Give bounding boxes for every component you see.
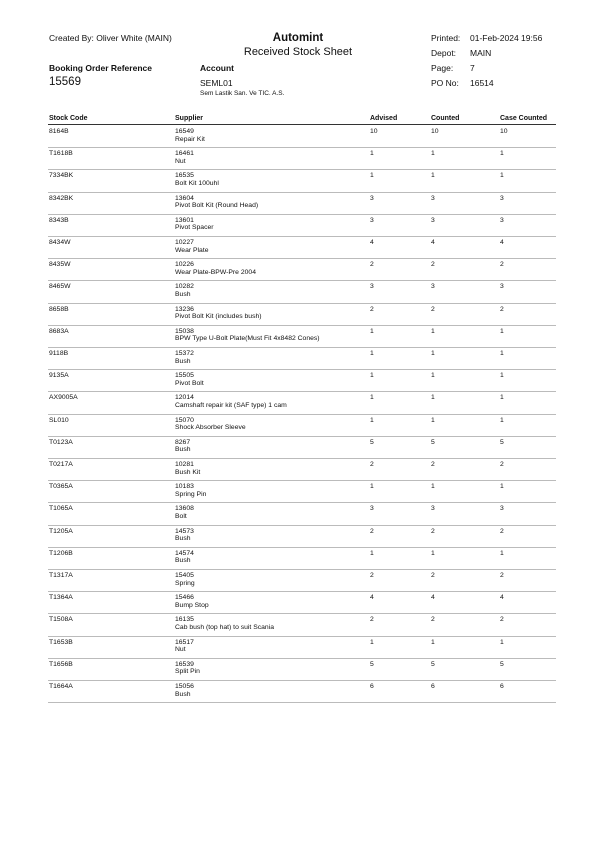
counted-cell: 1 [431, 372, 435, 380]
case-counted-cell: 5 [500, 438, 504, 446]
table-row [48, 415, 556, 437]
stock-code-cell: 8683A [49, 327, 69, 335]
stock-code-cell: 8164B [49, 128, 69, 135]
counted-cell: 1 [431, 394, 435, 402]
advised-cell: 5 [370, 438, 374, 446]
stock-code-cell: T0123A [49, 438, 73, 446]
page-label: Page: [431, 63, 454, 73]
supplier-code-cell: 10226 [175, 261, 194, 269]
description-cell: Bush [175, 690, 191, 698]
case-counted-cell: 1 [500, 483, 504, 491]
case-counted-cell: 1 [500, 372, 504, 380]
supplier-code-cell: 15405 [175, 572, 194, 579]
depot-label: Depot: [431, 48, 457, 58]
description-cell: Bump Stop [175, 601, 209, 609]
counted-cell: 10 [431, 128, 439, 135]
description-cell: Bush [175, 557, 191, 565]
advised-cell: 2 [370, 572, 374, 579]
advised-cell: 2 [370, 616, 374, 624]
supplier-code-cell: 16517 [175, 638, 194, 646]
case-counted-cell: 3 [500, 283, 504, 291]
table-row [48, 126, 556, 148]
advised-cell: 2 [370, 261, 374, 269]
case-counted-cell: 3 [500, 216, 504, 224]
stock-code-cell: T0365A [49, 483, 73, 491]
advised-cell: 2 [370, 461, 374, 468]
counted-cell: 5 [431, 660, 435, 668]
advised-cell: 1 [370, 638, 374, 646]
case-counted-cell: 1 [500, 549, 504, 557]
advised-cell: 1 [370, 394, 374, 402]
table-row [48, 370, 556, 392]
case-counted-cell: 2 [500, 572, 504, 579]
description-cell: Nut [175, 157, 186, 165]
col-advised: Advised [370, 115, 398, 122]
case-counted-cell: 1 [500, 416, 504, 424]
counted-cell: 1 [431, 549, 435, 557]
description-cell: Wear Plate [175, 246, 209, 254]
counted-cell: 1 [431, 327, 435, 335]
stock-code-cell: 9118B [49, 350, 69, 357]
supplier-code-cell: 8267 [175, 438, 191, 446]
counted-cell: 3 [431, 283, 435, 291]
description-cell: Bush [175, 357, 191, 365]
table-row [48, 215, 556, 237]
description-cell: Pivot Bolt Kit (includes bush) [175, 313, 262, 321]
stock-code-cell: SL010 [49, 416, 69, 424]
table-row [48, 148, 556, 170]
supplier-code-cell: 14574 [175, 549, 194, 557]
case-counted-cell: 4 [500, 239, 504, 246]
case-counted-cell: 5 [500, 660, 504, 668]
advised-cell: 1 [370, 327, 374, 335]
counted-cell: 6 [431, 683, 435, 690]
table-row [48, 348, 556, 370]
document-title: Received Stock Sheet [243, 46, 353, 58]
advised-cell: 6 [370, 683, 374, 690]
supplier-code-cell: 15038 [175, 327, 194, 335]
supplier-code-cell: 13604 [175, 194, 194, 202]
advised-cell: 2 [370, 527, 374, 535]
advised-cell: 1 [370, 416, 374, 424]
advised-cell: 1 [370, 172, 374, 180]
stock-code-cell: 8434W [49, 239, 71, 246]
case-counted-cell: 1 [500, 327, 504, 335]
table-row [48, 437, 556, 459]
case-counted-cell: 1 [500, 150, 504, 158]
booking-ref-value: 15569 [49, 76, 81, 88]
po-label: PO No: [431, 78, 459, 88]
description-cell: Bush [175, 290, 191, 298]
stock-code-cell: T1653B [49, 638, 73, 646]
case-counted-cell: 2 [500, 261, 504, 269]
depot-value: MAIN [470, 48, 492, 58]
table-row [48, 392, 556, 414]
case-counted-cell: 10 [500, 128, 508, 135]
advised-cell: 1 [370, 549, 374, 557]
supplier-code-cell: 10282 [175, 283, 194, 291]
counted-cell: 1 [431, 150, 435, 158]
counted-cell: 2 [431, 572, 435, 579]
counted-cell: 4 [431, 239, 435, 246]
po-number: 16514 [470, 78, 494, 88]
table-row [48, 481, 556, 503]
stock-code-cell: T1656B [49, 660, 73, 668]
stock-code-cell: T1508A [49, 616, 73, 624]
stock-code-cell: 8465W [49, 283, 71, 291]
supplier-code-cell: 15466 [175, 594, 194, 602]
table-row [48, 281, 556, 303]
description-cell: Camshaft repair kit (SAF type) 1 cam [175, 401, 287, 409]
stock-code-cell: T1206B [49, 549, 73, 557]
description-cell: Wear Plate-BPW-Pre 2004 [175, 268, 256, 276]
supplier-code-cell: 15372 [175, 350, 194, 357]
description-cell: BPW Type U-Bolt Plate(Must Fit 4x8482 Cones) [175, 335, 320, 343]
counted-cell: 3 [431, 505, 435, 513]
supplier-code-cell: 15056 [175, 683, 194, 690]
case-counted-cell: 3 [500, 505, 504, 513]
table-row [48, 170, 556, 192]
advised-cell: 3 [370, 216, 374, 224]
case-counted-cell: 3 [500, 194, 504, 202]
supplier-code-cell: 16539 [175, 660, 194, 668]
table-row [48, 326, 556, 348]
advised-cell: 3 [370, 505, 374, 513]
advised-cell: 4 [370, 594, 374, 602]
stock-code-cell: 8343B [49, 216, 69, 224]
stock-code-cell: T0217A [49, 461, 73, 468]
supplier-code-cell: 10183 [175, 483, 194, 491]
description-cell: Spring Pin [175, 490, 207, 498]
table-row [48, 459, 556, 481]
stock-code-cell: 8435W [49, 261, 71, 269]
stock-code-cell: T1618B [49, 150, 73, 158]
stock-code-cell: 8658B [49, 305, 69, 313]
account-label: Account [200, 63, 234, 73]
counted-cell: 1 [431, 350, 435, 357]
description-cell: Bush Kit [175, 468, 201, 476]
counted-cell: 1 [431, 416, 435, 424]
account-code: SEML01 [200, 78, 233, 88]
advised-cell: 3 [370, 194, 374, 202]
description-cell: Spring [175, 579, 195, 587]
advised-cell: 1 [370, 483, 374, 491]
counted-cell: 2 [431, 616, 435, 624]
header-divider [48, 124, 556, 125]
description-cell: Bush [175, 535, 191, 543]
description-cell: Nut [175, 646, 186, 654]
table-row [48, 548, 556, 570]
stock-code-cell: AX9005A [49, 394, 78, 402]
counted-cell: 1 [431, 483, 435, 491]
case-counted-cell: 2 [500, 616, 504, 624]
counted-cell: 5 [431, 438, 435, 446]
supplier-code-cell: 16535 [175, 172, 194, 180]
case-counted-cell: 1 [500, 172, 504, 180]
advised-cell: 4 [370, 239, 374, 246]
supplier-code-cell: 12014 [175, 394, 194, 402]
stock-code-cell: 7334BK [49, 172, 74, 180]
supplier-code-cell: 10227 [175, 239, 194, 246]
supplier-code-cell: 10281 [175, 461, 194, 468]
case-counted-cell: 2 [500, 305, 504, 313]
advised-cell: 2 [370, 305, 374, 313]
description-cell: Bush [175, 446, 191, 454]
counted-cell: 3 [431, 216, 435, 224]
table-row [48, 526, 556, 548]
supplier-code-cell: 16135 [175, 616, 194, 624]
description-cell: Bolt [175, 512, 187, 520]
counted-cell: 1 [431, 638, 435, 646]
booking-ref-label: Booking Order Reference [49, 63, 152, 73]
supplier-code-cell: 13236 [175, 305, 194, 313]
printed-label: Printed: [431, 33, 461, 43]
supplier-code-cell: 13608 [175, 505, 194, 513]
supplier-code-cell: 15505 [175, 372, 194, 380]
col-stock-code: Stock Code [49, 115, 88, 122]
col-counted: Counted [431, 115, 460, 122]
table-row [48, 637, 556, 659]
advised-cell: 10 [370, 128, 378, 135]
table-row [48, 503, 556, 525]
case-counted-cell: 1 [500, 350, 504, 357]
description-cell: Shock Absorber Sleeve [175, 424, 246, 432]
supplier-code-cell: 14573 [175, 527, 194, 535]
table-row [48, 304, 556, 326]
stock-code-cell: T1664A [49, 683, 73, 690]
stock-code-cell: 9135A [49, 372, 69, 380]
table-row [48, 659, 556, 681]
table-row [48, 259, 556, 281]
case-counted-cell: 2 [500, 527, 504, 535]
counted-cell: 2 [431, 527, 435, 535]
col-supplier: Supplier [175, 115, 204, 122]
col-case-counted: Case Counted [500, 115, 548, 122]
counted-cell: 1 [431, 172, 435, 180]
counted-cell: 2 [431, 461, 435, 468]
description-cell: Pivot Bolt [175, 379, 204, 387]
created-by [49, 33, 172, 43]
table-row [48, 614, 556, 636]
supplier-code-cell: 15070 [175, 416, 194, 424]
supplier-code-cell: 16461 [175, 150, 194, 158]
counted-cell: 4 [431, 594, 435, 602]
page-number: 7 [470, 63, 475, 73]
advised-cell: 1 [370, 372, 374, 380]
created-by-value: Oliver White (MAIN) [96, 33, 172, 43]
stock-code-cell: T1364A [49, 594, 73, 602]
advised-cell: 3 [370, 283, 374, 291]
stock-code-cell: T1065A [49, 505, 73, 513]
supplier-code-cell: 13601 [175, 216, 194, 224]
case-counted-cell: 4 [500, 594, 504, 602]
case-counted-cell: 1 [500, 638, 504, 646]
description-cell: Pivot Bolt Kit (Round Head) [175, 202, 259, 210]
supplier-code-cell: 16549 [175, 128, 194, 135]
description-cell: Pivot Spacer [175, 224, 214, 232]
row-divider [48, 702, 556, 703]
counted-cell: 2 [431, 261, 435, 269]
description-cell: Bolt Kit 100uhl [175, 179, 219, 187]
description-cell: Cab bush (top hat) to suit Scania [175, 623, 274, 631]
advised-cell: 1 [370, 150, 374, 158]
case-counted-cell: 2 [500, 461, 504, 468]
printed-value: 01-Feb-2024 19:56 [470, 33, 543, 43]
created-by-label: Created By: [49, 33, 94, 43]
stock-code-cell: T1317A [49, 572, 73, 579]
description-cell: Split Pin [175, 668, 200, 676]
table-row [48, 592, 556, 614]
table-row [48, 193, 556, 215]
stock-code-cell: T1205A [49, 527, 73, 535]
advised-cell: 5 [370, 660, 374, 668]
table-row [48, 570, 556, 592]
stock-code-cell: 8342BK [49, 194, 74, 202]
counted-cell: 2 [431, 305, 435, 313]
company-name: Automint [272, 32, 324, 44]
table-row [48, 237, 556, 259]
case-counted-cell: 6 [500, 683, 504, 690]
advised-cell: 1 [370, 350, 374, 357]
table-row [48, 681, 556, 703]
case-counted-cell: 1 [500, 394, 504, 402]
account-name: Sem Lastik San. Ve TIC. A.S. [200, 90, 285, 97]
description-cell: Repair Kit [175, 135, 205, 143]
counted-cell: 3 [431, 194, 435, 202]
